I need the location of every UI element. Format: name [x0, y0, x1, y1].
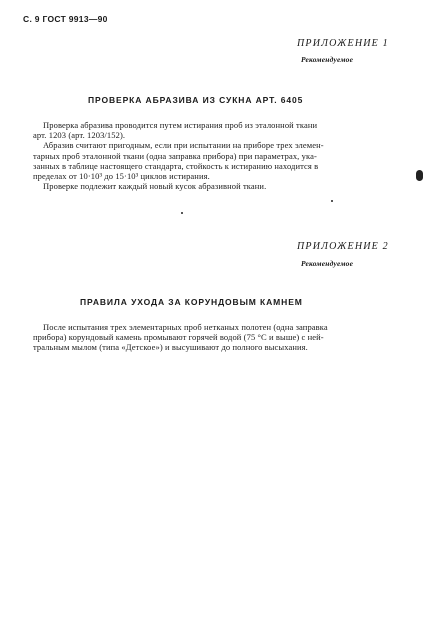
- paragraph-line: пределах от 10·10³ до 15·10³ циклов истирания.: [33, 171, 210, 182]
- appendix-1-status: Рекомендуемое: [301, 55, 354, 64]
- paragraph-line: занных в таблице настоящего стандарта, стойкость к истиранию находится в: [33, 160, 319, 171]
- paragraph-line: тарных проб эталонной ткани (одна заправка прибора) при параметрах, ука-: [33, 150, 317, 161]
- paragraph-line: Абразив считают пригодным, если при испытании на приборе трех элемен-: [43, 140, 324, 151]
- appendix-2-label: ПРИЛОЖЕНИЕ 2: [297, 241, 389, 252]
- appendix-1-title: ПРОВЕРКА АБРАЗИВА ИЗ СУКНА АРТ. 6405: [88, 95, 304, 105]
- paragraph-line: После испытания трех элементарных проб нетканых полотен (одна заправка: [43, 322, 328, 332]
- page-header: С. 9 ГОСТ 9913—90: [23, 14, 108, 24]
- paragraph-line: Проверке подлежит каждый новый кусок абразивной ткани.: [43, 181, 267, 192]
- paragraph-line: арт. 1203 (арт. 1203/152).: [33, 130, 126, 141]
- paragraph-line: тральным мылом (типа «Детское») и высушивают до полного высыхания.: [33, 342, 308, 353]
- appendix-2-status: Рекомендуемое: [301, 259, 354, 268]
- paragraph-line: прибора) корундовый камень промывают горячей водой (75 °С и выше) с ней-: [33, 332, 324, 343]
- appendix-1-body: [33, 120, 324, 191]
- appendix-2-body: [33, 322, 328, 353]
- scan-speck: [416, 170, 423, 181]
- appendix-1-label: ПРИЛОЖЕНИЕ 1: [297, 38, 389, 49]
- paragraph-line: Проверка абразива проводится путем истирания проб из эталонной ткани: [43, 120, 318, 130]
- appendix-2-title: ПРАВИЛА УХОДА ЗА КОРУНДОВЫМ КАМНЕМ: [80, 297, 303, 307]
- scan-speck: [181, 212, 183, 214]
- scan-speck: [331, 200, 333, 202]
